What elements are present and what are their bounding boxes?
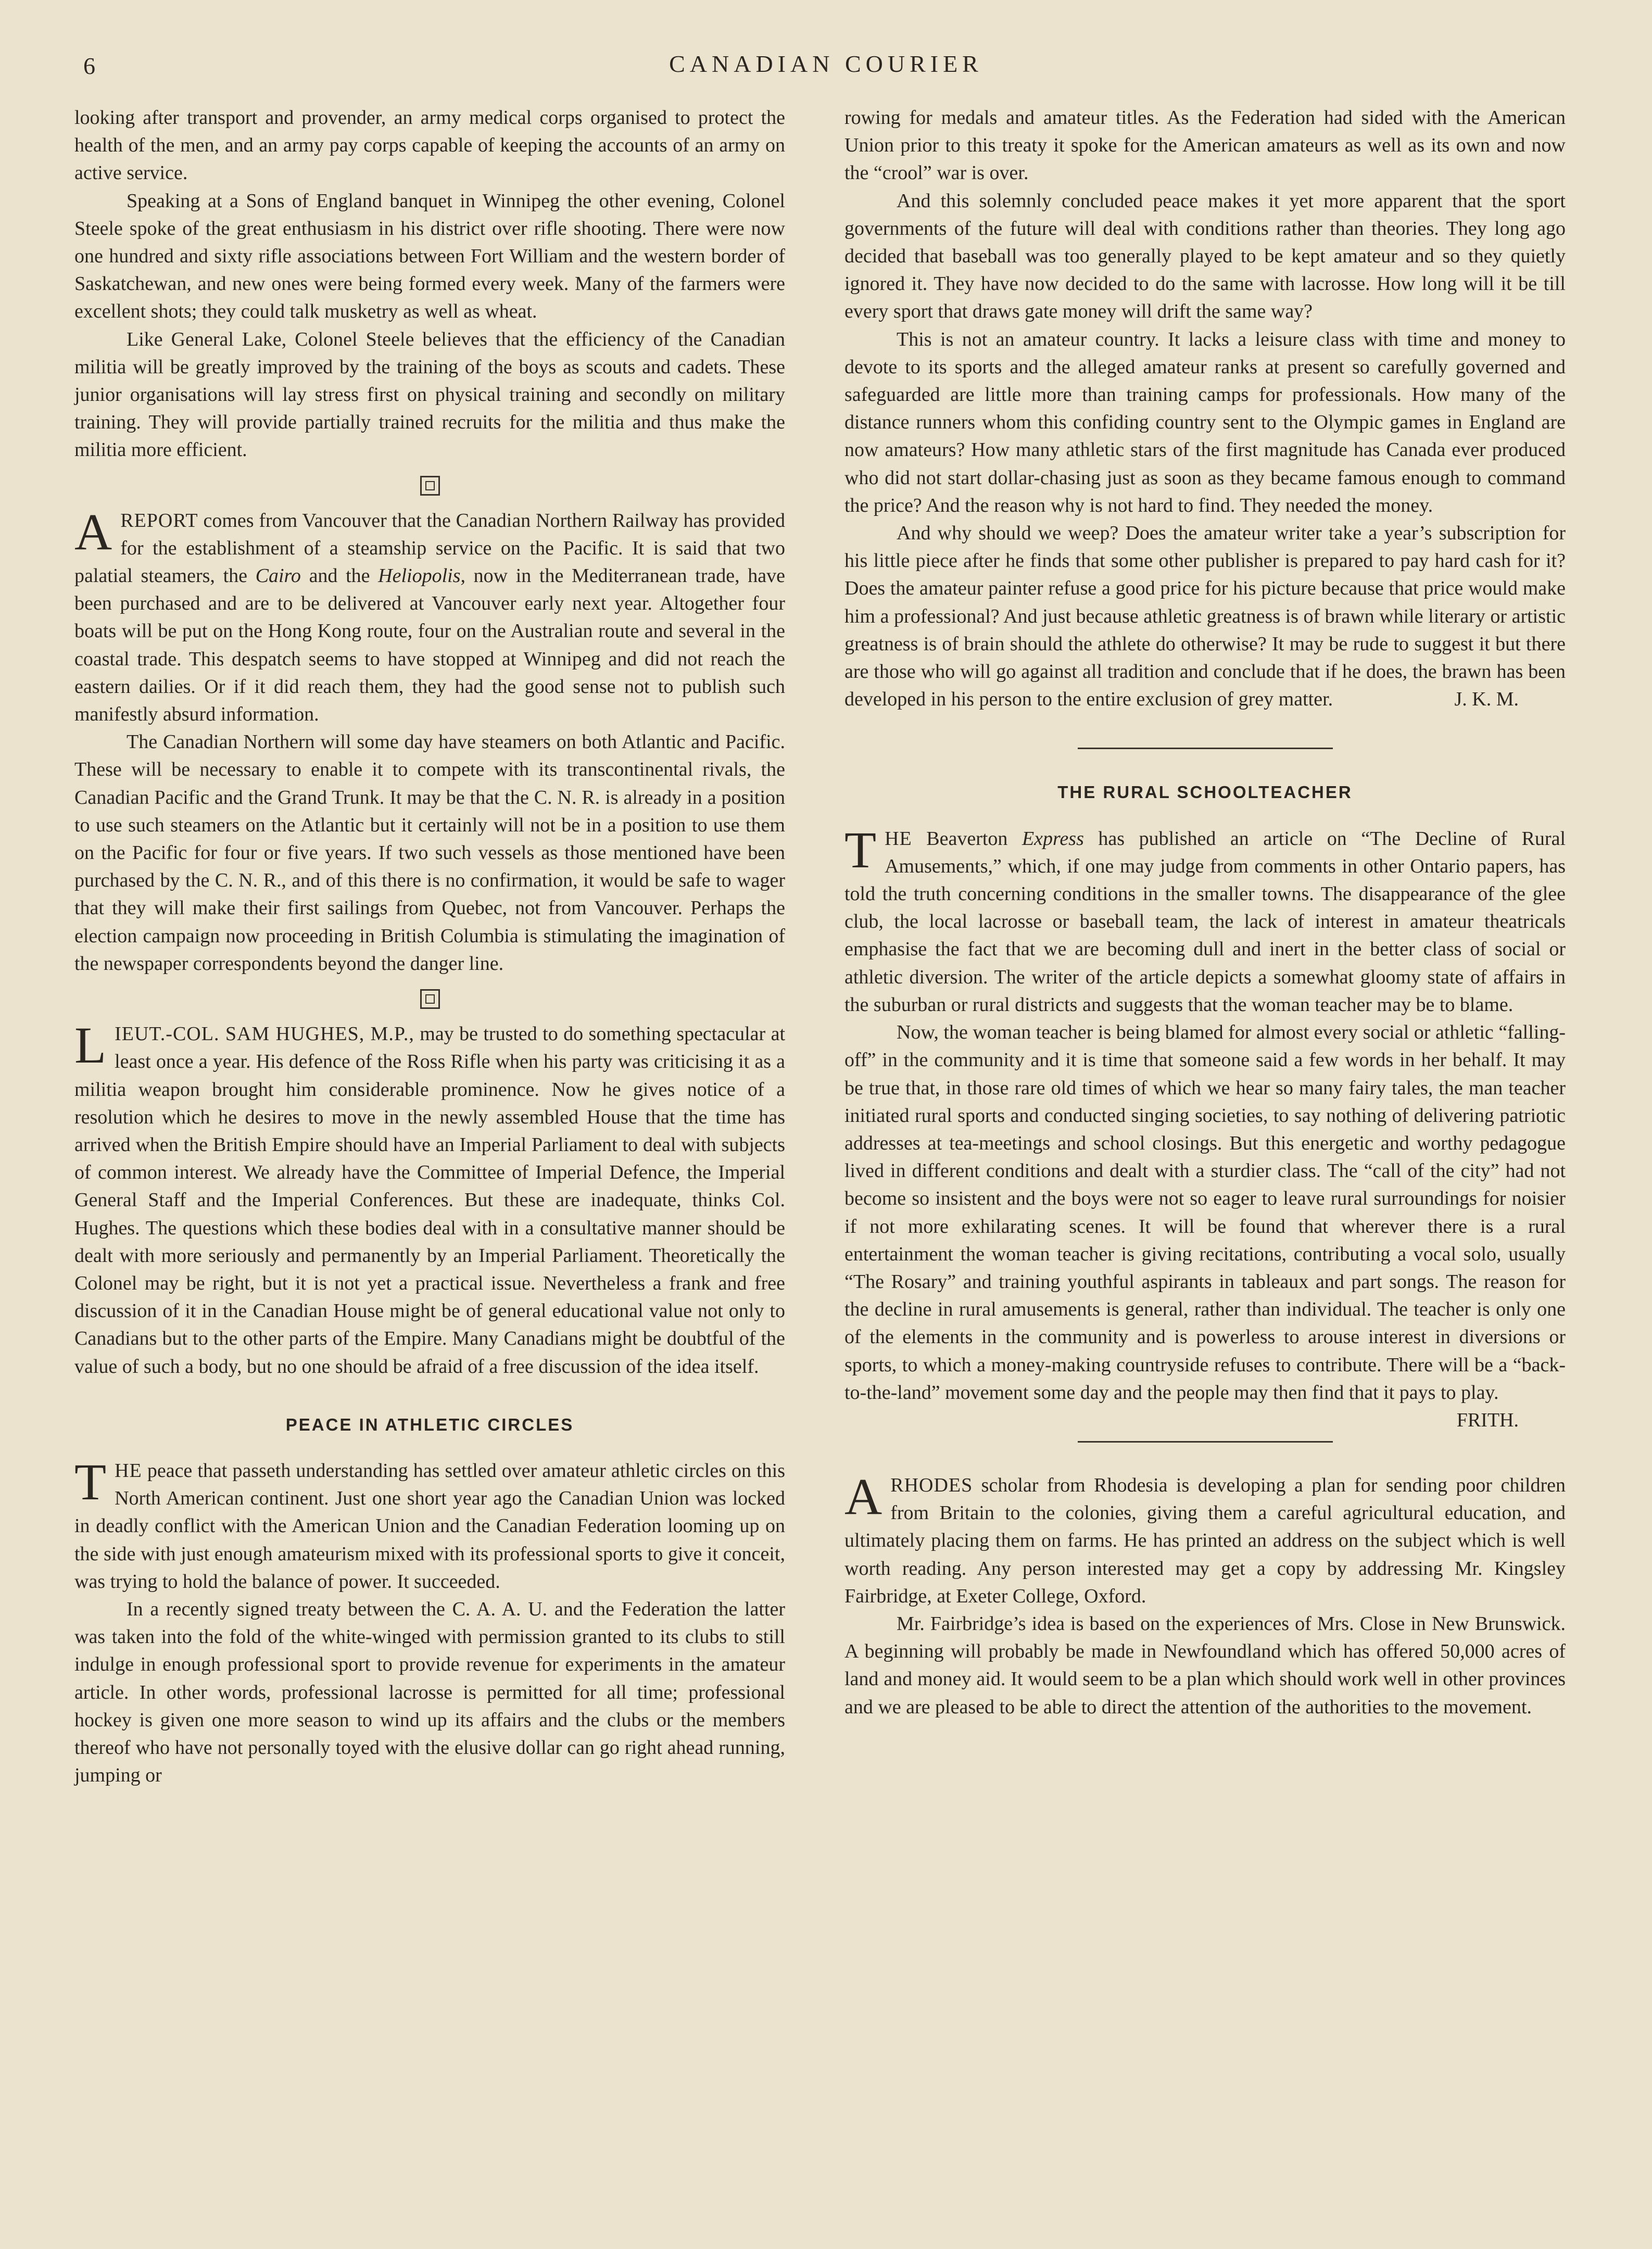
drop-cap: T [844, 820, 877, 879]
newspaper-name: Express [1022, 827, 1084, 850]
paragraph: This is not an amateur country. It lacks a leisure class with time and money to devote to its sports and the alleged amateur ranks at present so carefully governed and safeguarded are little more than training camps for professionals. How many of the distance runners whom this confiding country sent to the Olympic games in England are now amateurs? How many athletic stars of the first magnitude has Canada ever produced who did not start dollar-chasing just as soon as they became famous enough to command the price? And the reason why is not hard to find. They needed the money. [844, 328, 1566, 516]
paragraph: And why should we weep? Does the amateur writer take a year’s subscription for his little piece after he finds that some other publisher is prepared to pay hard cash for it? Does the amateur painter refuse a good price for his picture because that price would make him a professional? And just because athletic greatness is of brawn while literary or artistic greatness is of brain should the athlete do otherwise? It may be rude to suggest it but there are those who will go against all tradition and conclude that if he does, the brawn has been developed in his person to the entire exclusion of grey matter. J. K. M. [844, 520, 1566, 713]
lead-word: RHODES [890, 1474, 973, 1496]
rural-lead-paragraph: THE Beaverton Express has published an article on “The Decline of Rural Amusements,” which, if one may judge from comments in other Ontario papers, has told the truth concerning conditions in the smaller towns. The disappearance of the glee club, the local lacrosse or baseball team, the lack of interest in amateur theatricals emphasise the fact that we are becoming dull and inert in the better class of social or athletic diversion. The writer of the article depicts a somewhat gloomy state of affairs in the suburban or rural districts and suggests that the woman teacher may be to blame. [844, 820, 1566, 1016]
drop-cap: T [74, 1452, 107, 1511]
vancouver-lead-paragraph: AREPORT comes from Vancouver that the Canadian Northern Railway has provided for the establishment of a steamship service on the Pacific. It is said that two palatial steamers, the Cairo and the Heliopolis, now in the Mediterranean trade, have been purchased and are to be delivered at Vancouver early next year. Altogether four boats will be put on the Hong Kong route, four on the Australian route and several in the coastal trade. This despatch seems to have stopped at Winnipeg and did not reach the eastern dailies. Or if it did reach them, they had the good sense not to publish such manifestly absurd information. [74, 502, 785, 726]
section-divider [1078, 1441, 1333, 1443]
paragraph: Speaking at a Sons of England banquet in Winnipeg the other evening, Colonel Steele spoke of the great enthusiasm in his district over rifle shooting. There were now one hundred and sixty rifle associations between Fort William and the western border of Saskatchewan, and new ones were being formed every week. Many of the farmers were excellent shots; they could talk musketry as well as wheat. [74, 189, 785, 323]
drop-cap: A [74, 502, 112, 561]
paragraph: rowing for medals and amateur titles. As the Federation had sided with the American Union prior to this treaty it spoke for the American amateurs as well as its own and now the “crool” war is over. [844, 107, 1566, 184]
page-number: 6 [83, 53, 95, 79]
paragraph: looking after transport and provender, an army medical corps organised to protect the health of the men, and an army pay corps capable of keeping the accounts of an army on active service. [74, 107, 785, 184]
ship-name: Heliopolis, [378, 565, 465, 587]
lead-word: HE [115, 1459, 142, 1482]
paragraph: Mr. Fairbridge’s idea is based on the experiences of Mrs. Close in New Brunswick. A beginning will probably be made in Newfoundland which has offered 50,000 acres of land and money aid. It would seem to be a plan which should work well in other provinces and we are pleased to be able to direct the attention of the authorities to the movement. [844, 1612, 1566, 1718]
drop-cap: L [74, 1016, 107, 1075]
running-head: CANADIAN COURIER [669, 50, 983, 77]
paragraph: And this solemnly concluded peace makes it yet more apparent that the sport governments of the future will deal with conditions rather than theories. They long ago decided that baseball was too generally played to be kept amateur and so they quietly ignored it. They have now decided to do the same with lacrosse. How long will it be till every sport that draws gate money will drift the same way? [844, 189, 1566, 323]
hughes-lead-paragraph: LIEUT.-COL. SAM HUGHES, M.P., may be trusted to do something spectacular at least once a year. His defence of the Ross Rifle when his party was criticising it as a militia weapon brought him considerable prominence. Now he gives notice of a resolution which he desires to move in the newly assembled House that the time has arrived when the British Empire should have an Imperial Parliament to deal with subjects of common interest. We already have the Committee of Imperial Defence, the Imperial General Staff and the Imperial Conferences. But these are inadequate, thinks Col. Hughes. The questions which these bodies deal with in a consultative manner should be dealt with more seriously and permanently by an Imperial Parliament. Theoretically the Colonel may be right, but it is not yet a practical issue. Nevertheless a frank and free discussion of it in the Canadian House might be of general educational value not only to Canadians but to the other parts of the Empire. Many Canadians might be doubtful of the value of such a body, but no one should be afraid of a free discussion of the idea itself. [74, 1016, 785, 1378]
left-column [74, 104, 785, 1789]
right-column [844, 104, 1566, 1721]
paragraph: Now, the woman teacher is being blamed for almost every social or athletic “falling-off” in the community and it is time that someone said a few words in her behalf. It may be true that, in those rare old times of which we hear so many fairy tales, the man teacher initiated rural sports and conducted singing societies, to say nothing of delivering patriotic addresses at tea-meetings and school closings. But this energetic and worthy pedagogue lived in different conditions and dealt with a sturdier class. The “call of the city” had not become so insistent and the boys were not so eager to leave rural surroundings for noisier if not more exhilarating scenes. It will be found that wherever there is a rural entertainment the woman teacher is giving recitations, contributing a vocal solo, usually “The Rosary” and training youthful aspirants in tableaux and part songs. The reason for the decline in rural amusements is general, rather than individual. The teacher is only one of the elements in the community and is powerless to arouse interest in diversions or sports, to which a money-making countryside refuses to contribute. There will be a “back-to-the-land” movement some day and the people may then find that it pays to play. FRITH. [844, 1019, 1566, 1407]
article-headline: PEACE IN ATHLETIC CIRCLES [285, 1414, 574, 1434]
ship-name: Cairo [255, 565, 301, 587]
lead-word: REPORT [120, 509, 198, 532]
article-headline: THE RURAL SCHOOLTEACHER [1057, 782, 1353, 802]
athletic-lead-paragraph: THE peace that passeth understanding has settled over amateur athletic circles on this North American continent. Just one short year ago the Canadian Union was locked in deadly conflict with the American Union and the Canadian Federation looming up on the side with just enough amateurism mixed with its professional sports to give it conceit, was trying to hold the balance of power. It succeeded. [74, 1452, 785, 1593]
section-ornament-icon [420, 989, 440, 1009]
section-ornament-icon [420, 476, 440, 496]
lead-word: HE [885, 827, 912, 850]
lead-word: IEUT.-COL. SAM HUGHES, M.P., [115, 1023, 414, 1045]
author-signature: FRITH. [1456, 1409, 1519, 1431]
section-divider [1078, 748, 1333, 749]
rhodes-lead-paragraph: ARHODES scholar from Rhodesia is developing a plan for sending poor children from Britain to the colonies, giving them a careful agricultural education, and ultimately placing them on farms. He has printed an address on the subject which is well worth reading. Any person interested may get a copy by addressing Mr. Kingsley Fairbridge, at Exeter College, Oxford. [844, 1467, 1566, 1607]
drop-cap: A [844, 1467, 882, 1525]
paragraph: The Canadian Northern will some day have steamers on both Atlantic and Pacific. These will be necessary to enable it to compete with its transcontinental rivals, the Canadian Pacific and the Grand Trunk. It may be that the C. N. R. is already in a position to use such steamers on the Atlantic but it certainly will not be in a position to use them on the Pacific for four or five years. If two such vessels as those mentioned have been purchased by the C. N. R., and of this there is no confirmation, it would be safe to wager that they will make their first sailings from Quebec, not from Vancouver. Perhaps the election campaign now proceeding in British Columbia is stimulating the imagination of the newspaper correspondents beyond the danger line. [74, 731, 785, 975]
author-signature: J. K. M. [1454, 688, 1519, 711]
paragraph: Like General Lake, Colonel Steele believes that the efficiency of the Canadian militia will be greatly improved by the training of the boys as scouts and cadets. These junior organisations will lay stress first on physical training and secondly on military training. They will provide partially trained recruits for the militia and thus make the militia more efficient. [74, 328, 785, 461]
paragraph: In a recently signed treaty between the C. A. A. U. and the Federation the latter was taken into the fold of the white-winged with permission granted to its clubs to still indulge in enough professional sport to provide revenue for experiments in the amateur article. In other words, professional lacrosse is permitted for all time; professional hockey is given one more season to wind up its affairs and the clubs or the members thereof who have not personally toyed with the elusive dollar can go right ahead running, jumping or [74, 1598, 785, 1787]
